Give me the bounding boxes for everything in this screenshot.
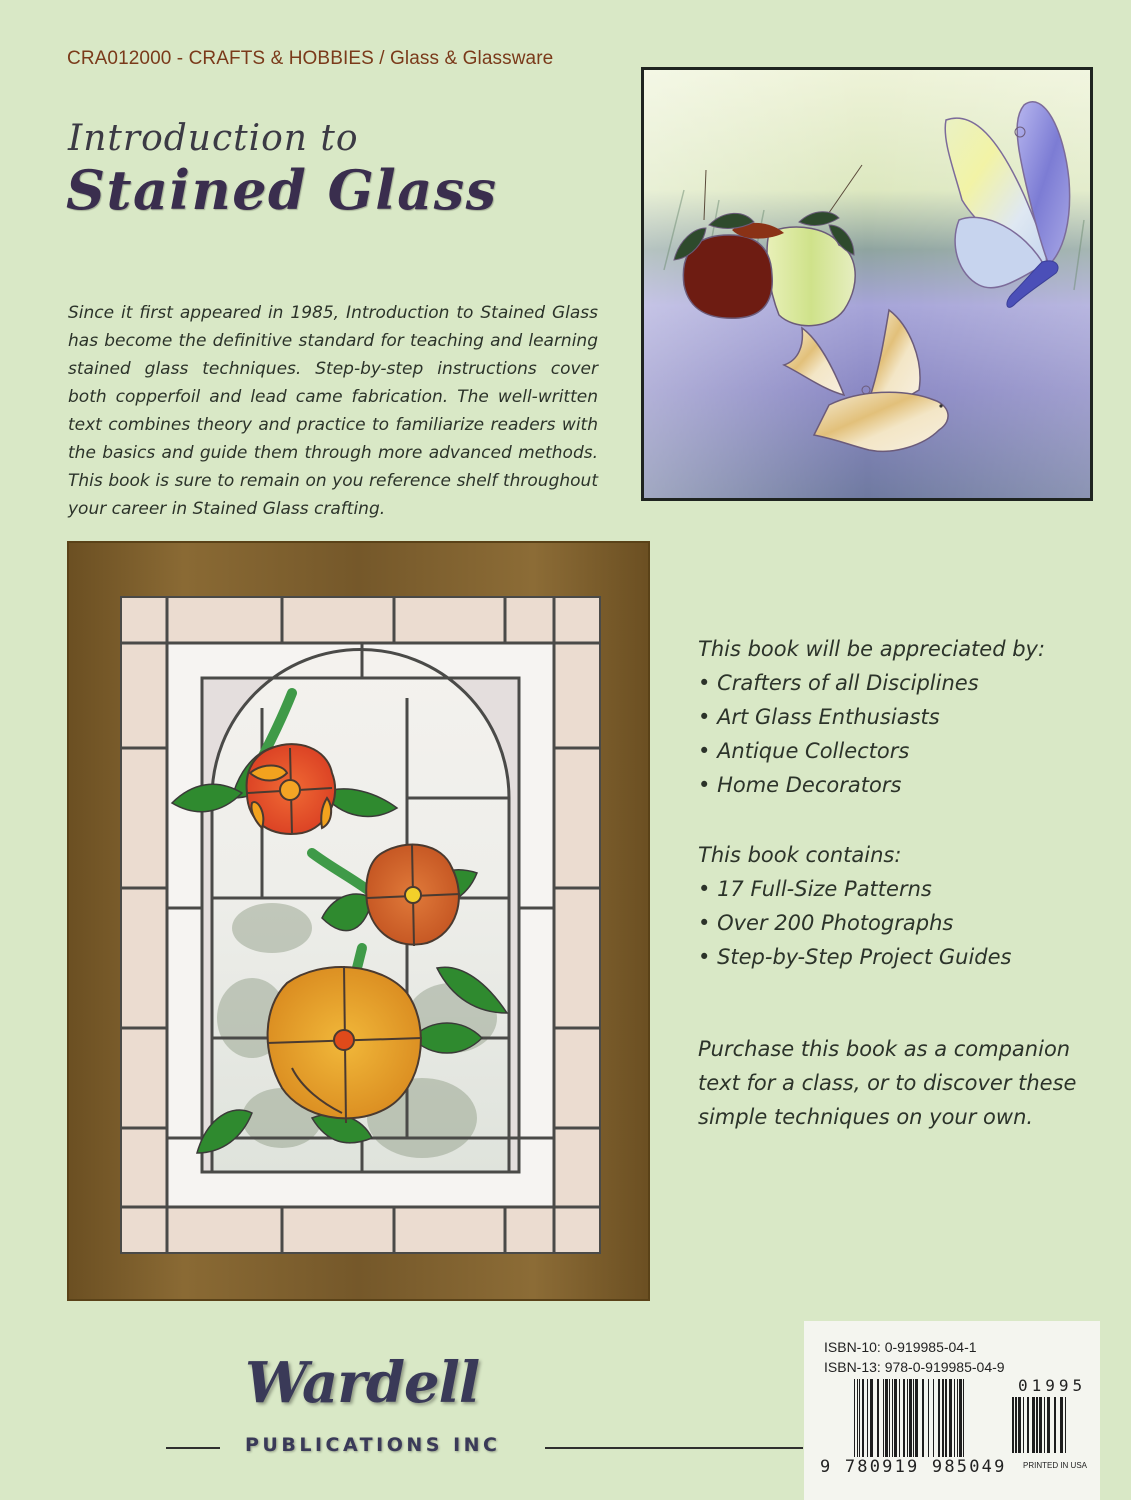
contains-section [698,838,1098,974]
list-item: • 17 Full-Size Patterns [698,872,1098,906]
barcode-gap [1066,1397,1068,1453]
barcode-gap [964,1379,965,1461]
addon-barcode [1012,1397,1087,1453]
appreciated-heading: This book will be appreciated by: [698,637,1046,661]
contains-heading: This book contains: [698,843,902,867]
addon-digits: 01995 [1018,1376,1087,1395]
ean-barcode [854,1379,1006,1461]
list-item: • Step-by-Step Project Guides [698,940,1098,974]
list-item: • Home Decorators [698,768,1098,802]
stained-glass-window [120,596,601,1254]
suncatchers-illustration [644,70,1090,498]
ean-digits: 9 780919 985049 [820,1457,1007,1477]
list-item: • Art Glass Enthusiasts [698,700,1098,734]
publisher-name: Wardell [245,1350,480,1416]
flower-window-illustration [122,598,599,1252]
contains-list [698,872,1098,974]
publisher-subtitle: PUBLICATIONS INC [245,1434,501,1456]
category-label: CRA012000 - CRAFTS & HOBBIES / Glass & Glassware [67,48,554,69]
window-panel-photo [67,541,650,1301]
barcode-label [804,1321,1100,1500]
appreciated-list [698,666,1098,802]
isbn13-text: ISBN-13: 978-0-919985-04-9 [824,1359,1005,1375]
list-item: • Over 200 Photographs [698,906,1098,940]
divider-line [166,1447,220,1449]
isbn10-text: ISBN-10: 0-919985-04-1 [824,1339,977,1355]
divider-line [545,1447,803,1449]
suncatchers-photo [641,67,1093,501]
purchase-note: Purchase this book as a companion text for a class, or to discover these simple techniques on your own. [698,1037,1077,1129]
book-title: Stained Glass [66,158,498,222]
title-subtitle: Introduction to [68,118,359,159]
list-item: • Antique Collectors [698,734,1098,768]
publisher-logo [0,1350,800,1460]
description-blurb: Since it first appeared in 1985, Introduction to Stained Glass has become the definitive standard for teaching and learning stained glass techniques. Step-by-step instructions cover both copperfoil and lead came fabrication. The well-written text combines theory and practice to familiarize readers with the basics and guide them through more advanced methods. This book is sure to remain on you reference shelf throughout your career in Stained Glass crafting. [68,303,598,519]
appreciated-by-section [698,632,1098,802]
printed-in-text: PRINTED IN USA [1023,1461,1088,1470]
list-item: • Crafters of all Disciplines [698,666,1098,700]
